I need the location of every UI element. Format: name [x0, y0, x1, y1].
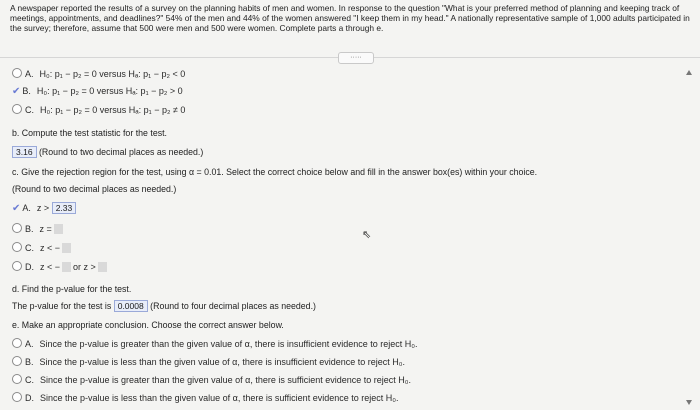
- checkmark-icon: ✔: [12, 203, 21, 214]
- part-b-answer-row: [12, 146, 203, 158]
- part-b-hint: (Round to two decimal places as needed.): [39, 147, 204, 157]
- radio-icon[interactable]: [12, 223, 22, 233]
- part-c-question: c. Give the rejection region for the test, using α = 0.01. Select the correct choice below and fill in the answer box(es) within your choice.: [12, 167, 538, 177]
- part-d-answer-box[interactable]: 0.0008: [114, 300, 148, 312]
- part-d-answer-row: The p-value for the test is 0.0008 (Round to four decimal places as needed.): [12, 301, 316, 311]
- radio-icon[interactable]: [12, 392, 22, 402]
- scroll-down-icon[interactable]: [686, 400, 692, 405]
- part-c-option-a[interactable]: ✔ A. z > 2.33: [12, 202, 76, 214]
- scroll-up-icon[interactable]: [686, 70, 692, 75]
- radio-icon[interactable]: [12, 104, 22, 114]
- expand-more-button[interactable]: ·····: [338, 52, 374, 64]
- mouse-cursor-icon: ⇖: [362, 229, 372, 241]
- part-e-option-b[interactable]: B. Since the p-value is less than the given value of α, there is insufficient evidence to reject H₀.: [12, 356, 405, 367]
- answer-input-box[interactable]: [98, 262, 107, 272]
- part-e-question: e. Make an appropriate conclusion. Choose the correct answer below.: [12, 320, 284, 330]
- part-d-question: d. Find the p-value for the test.: [12, 284, 132, 294]
- answer-input-box[interactable]: [62, 243, 71, 253]
- part-a-option-c[interactable]: C. H₀: p₁ − p₂ = 0 versus Hₐ: p₁ − p₂ ≠ 0: [12, 104, 185, 115]
- part-c-option-c[interactable]: C. z < −: [12, 242, 73, 253]
- radio-icon[interactable]: [12, 68, 22, 78]
- part-e-option-d[interactable]: D. Since the p-value is less than the given value of α, there is sufficient evidence to reject H₀.: [12, 392, 398, 403]
- radio-icon[interactable]: [12, 338, 22, 348]
- part-b-answer-box[interactable]: 3.16: [12, 146, 37, 158]
- radio-icon[interactable]: [12, 261, 22, 271]
- part-d-hint: (Round to four decimal places as needed.): [150, 301, 316, 311]
- part-c-option-b[interactable]: B. z =: [12, 223, 65, 234]
- radio-icon[interactable]: [12, 374, 22, 384]
- problem-intro: A newspaper reported the results of a survey on the planning habits of men and women. In response to the question "What is your preferred method of planning and keeping track of meetings, appointments, and deadlines?" 54% of the men and 44% of the women answered "I keep them in my head." A nationally representative sample of 1,000 adults participated in the survey; therefore, assume that 500 were men and 500 were women. Complete parts a through e.: [10, 3, 690, 33]
- part-c-hint: (Round to two decimal places as needed.): [12, 184, 177, 194]
- radio-icon[interactable]: [12, 356, 22, 366]
- radio-icon[interactable]: [12, 242, 22, 252]
- part-e-option-a[interactable]: A. Since the p-value is greater than the given value of α, there is insufficient evidence to reject H₀.: [12, 338, 418, 349]
- part-e-option-c[interactable]: C. Since the p-value is greater than the given value of α, there is sufficient evidence to reject H₀.: [12, 374, 411, 385]
- answer-input-box[interactable]: [62, 262, 71, 272]
- part-c-answer-box[interactable]: 2.33: [52, 202, 77, 214]
- part-c-option-d[interactable]: D. z < − or z >: [12, 261, 109, 272]
- part-b-question: b. Compute the test statistic for the test.: [12, 128, 167, 138]
- part-a-option-a[interactable]: A. H₀: p₁ − p₂ = 0 versus Hₐ: p₁ − p₂ < 0: [12, 68, 185, 79]
- part-a-option-b[interactable]: ✔ B. H₀: p₁ − p₂ = 0 versus Hₐ: p₁ − p₂ > 0: [12, 86, 183, 97]
- answer-input-box[interactable]: [54, 224, 63, 234]
- checkmark-icon: ✔: [12, 86, 21, 97]
